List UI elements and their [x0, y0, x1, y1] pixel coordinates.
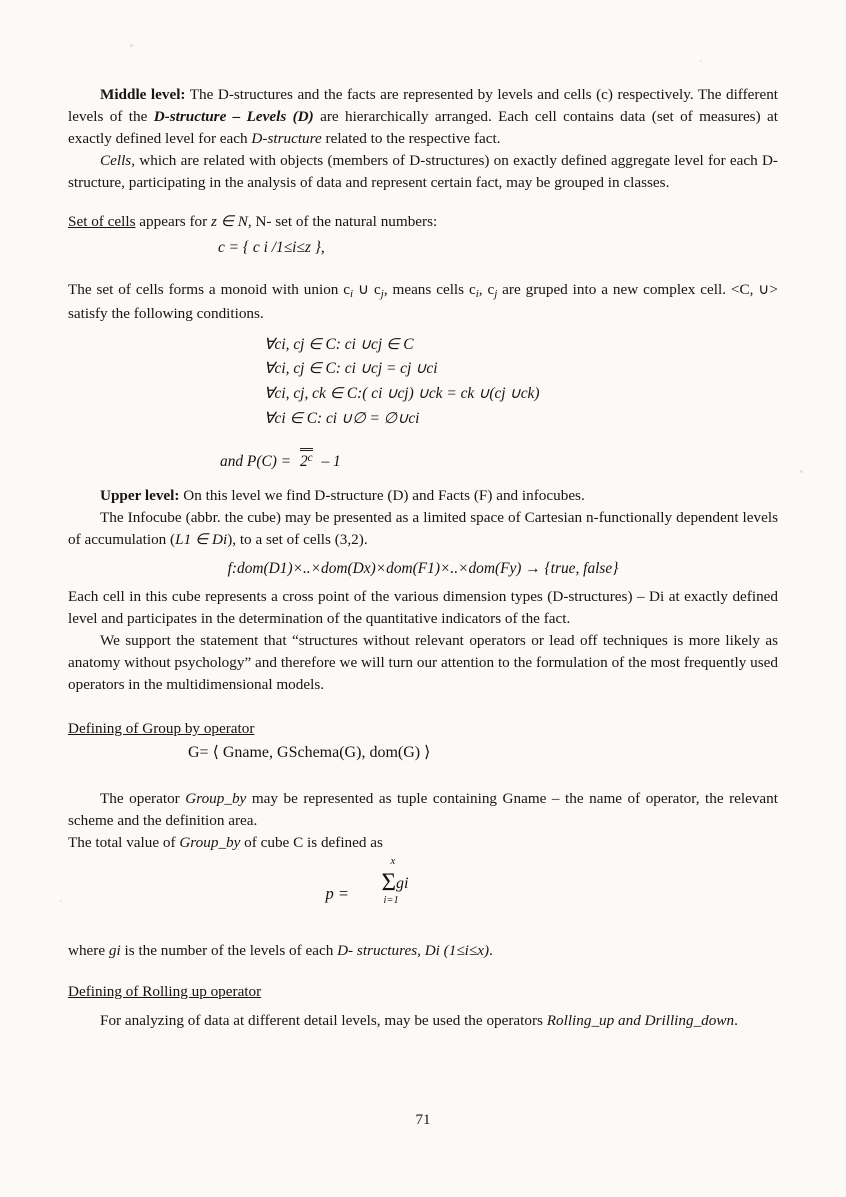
monoid-sub-1: i: [350, 287, 354, 300]
axiom-list: [68, 333, 778, 433]
paragraph-group-by-operator: [68, 788, 778, 832]
set-of-cells-emph: z ∈ N: [210, 212, 248, 230]
infocube-text-1: The Infocube (abbr. the cube) may be presented as a limited space of Cartesian n-functionally dependent levels of accumulation (: [68, 509, 778, 549]
pc-suffix: – 1: [321, 453, 341, 471]
paragraph-middle-level: [68, 84, 778, 150]
pc-base: 2: [299, 453, 308, 471]
monoid-sub-3: i: [475, 287, 479, 300]
monoid-sub-4: j: [494, 287, 498, 300]
paragraph-infocube: [68, 507, 778, 551]
where-emph-2: D- structures, Di (1≤i≤x): [337, 941, 490, 959]
where-emph-1: gi: [108, 941, 121, 959]
summation-lower-limit: i=1: [383, 894, 399, 906]
paragraph-where: [68, 940, 778, 962]
cells-emph: Cells,: [100, 151, 136, 169]
set-of-cells-text: appears for: [135, 212, 211, 230]
summation-inner: [325, 855, 409, 906]
page-body: [68, 84, 778, 1032]
middle-level-text-2: are hierarchically arranged. Each cell contains data (set of measures) at exactly defined level for each: [68, 107, 778, 147]
paragraph-upper-level: [68, 485, 778, 507]
equation-summation: [68, 855, 778, 926]
rolling-text-1: For analyzing of data at different detail levels, may be used the operators: [100, 1011, 547, 1029]
pc-overbar: [300, 448, 313, 471]
pc-exponent: c: [307, 452, 313, 465]
where-text-2: is the number of the levels of each: [120, 941, 338, 959]
summation-lhs: p =: [325, 883, 349, 903]
axiom-1: ∀ci, cj ∈ C: ci ∪cj ∈ C: [264, 335, 414, 353]
scan-speck: [60, 900, 62, 902]
paragraph-cells: [68, 150, 778, 194]
axiom-4: ∀ci ∈ C: ci ∪∅ = ∅∪ci: [264, 410, 420, 428]
paragraph-support: [68, 630, 778, 696]
rolling-text-2: .: [734, 1011, 738, 1029]
paragraph-group-by-total: [68, 832, 778, 854]
equation-cell-set: c = { c i /1≤i≤z },: [218, 238, 325, 256]
monoid-sub-2: j: [380, 287, 384, 300]
where-text-3: .: [489, 941, 493, 959]
heading-group-by: Defining of Group by operator: [68, 719, 255, 737]
scan-speck: [130, 44, 133, 47]
pc-prefix: and P(C) =: [220, 453, 292, 471]
pc-overbar-inner: [300, 450, 313, 471]
scan-speck: [800, 470, 803, 473]
group-by-emph-1: Group_by: [185, 789, 247, 807]
paragraph-rolling-up: [68, 1010, 778, 1032]
cells-text: which are related with objects (members of D-structures) on exactly defined aggregate level for each D-structure, participating in the analysis of data and represent certain fact, may be grouped in classes.: [68, 151, 778, 191]
support-text: We support the statement that “structures without relevant operators or lead off techniques is more likely as anatomy without psychology” and therefore we will turn our attention to the formulation of the most frequently used operators in the multidimensional models.: [68, 632, 778, 693]
upper-level-label: Upper level:: [100, 487, 180, 505]
axiom-2: ∀ci, cj ∈ C: ci ∪cj = cj ∪ci: [264, 360, 438, 378]
equation-group-definition: G= ⟨ Gname, GSchema(G), dom(G) ⟩: [188, 743, 431, 761]
monoid-text-2: ∪ c: [353, 280, 381, 298]
infocube-text-2: ), to a set of cells (3,2).: [227, 531, 368, 549]
group-by-text-1: The operator: [100, 789, 186, 807]
paragraph-monoid: [68, 279, 778, 325]
group-by-text-3: The total value of: [68, 833, 180, 851]
upper-level-text: On this level we find D-structure (D) and Facts (F) and infocubes.: [179, 487, 585, 505]
infocube-emph: L1 ∈ Di: [175, 531, 228, 549]
middle-level-text-1: The D-structures and the facts are represented by levels and cells (c) respectively. The different levels of the: [68, 86, 779, 125]
monoid-text-5: are gruped into a new complex cell. <C, ∪> satisfy the following conditions.: [68, 280, 778, 322]
group-by-text-4: of cube C is defined as: [240, 833, 383, 851]
set-of-cells-heading: Set of cells: [68, 212, 136, 230]
monoid-text-1: The set of cells forms a monoid with union c: [68, 280, 351, 298]
summation-term: gi: [396, 874, 409, 892]
middle-level-label: Middle level:: [100, 86, 186, 103]
paragraph-set-of-cells: [68, 211, 778, 233]
middle-level-emph-1: D-structure – Levels (D): [153, 107, 314, 125]
where-text-1: where: [68, 941, 109, 959]
monoid-text-4: , c: [478, 280, 495, 298]
scan-speck: [700, 60, 702, 62]
equation-function: f:dom(D1)×..×dom(Dx)×dom(F1)×..×dom(Fy) → {true, false}: [227, 560, 619, 578]
each-cell-text: Each cell in this cube represents a cross point of the various dimension types (D-structures) – Di at exactly defined level and participates in the determination of the quantitative indicators of the fact.: [68, 588, 778, 628]
middle-level-emph-2: D-structure: [251, 129, 322, 147]
set-of-cells-text-2: , N- set of the natural numbers:: [247, 212, 438, 230]
group-by-text-2: may be represented as tuple containing Gname – the name of operator, the relevant scheme and the definition area.: [68, 789, 778, 829]
summation-upper-limit: x: [390, 855, 396, 867]
monoid-text-3: , means cells c: [383, 280, 476, 298]
equation-power-set: [220, 448, 778, 471]
rolling-emph: Rolling_up and Drilling_down: [546, 1011, 735, 1029]
paragraph-each-cell: [68, 586, 778, 630]
heading-rolling-up: Defining of Rolling up operator: [68, 982, 262, 1000]
group-by-emph-2: Group_by: [179, 833, 241, 851]
axiom-3: ∀ci, cj, ck ∈ C:( ci ∪cj) ∪ck = ck ∪(cj ∪ck): [264, 385, 540, 403]
middle-level-text-3: related to the respective fact.: [321, 129, 501, 147]
sigma-symbol: Σ: [381, 868, 397, 896]
page-number: 71: [415, 1112, 431, 1128]
